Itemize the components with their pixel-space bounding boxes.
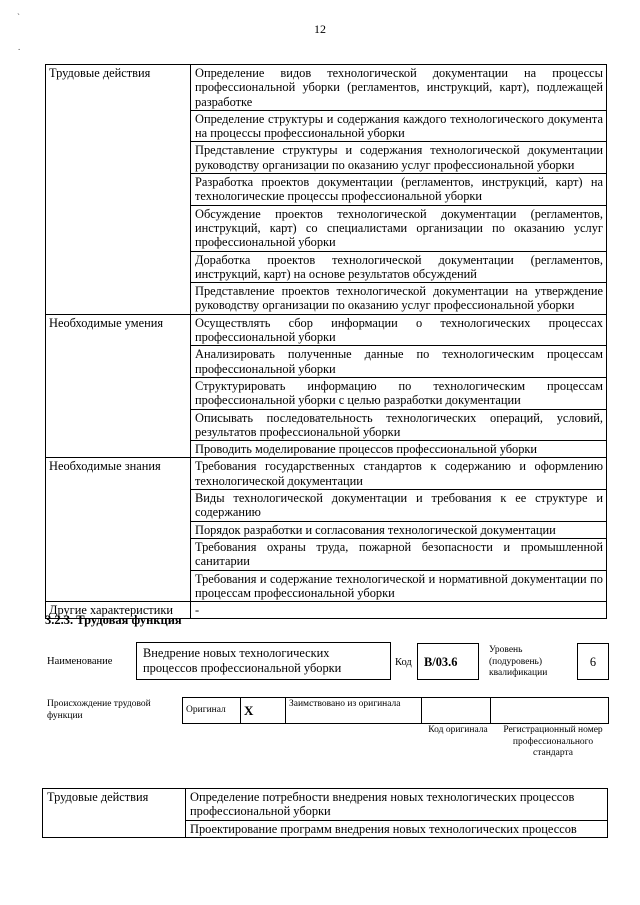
page-number: 12 xyxy=(314,22,326,36)
row-item: Разработка проектов документации (регламентов, инструкций, карт) на технологические процессы профессиональной уборки xyxy=(191,174,607,206)
origin-grid xyxy=(182,697,609,724)
level-label: Уровень (подуровень) квалификации xyxy=(489,645,548,678)
function-name-box xyxy=(136,642,391,680)
original-mark: X xyxy=(241,698,286,724)
row-header: Трудовые действия xyxy=(43,789,186,838)
code-original-label: Код оригинала xyxy=(428,725,488,735)
code-original-cell xyxy=(422,698,491,724)
row-header: Необходимые умения xyxy=(46,314,191,458)
row-item: Анализировать полученные данные по технологическим процессам профессиональной уборки xyxy=(191,346,607,378)
table-row xyxy=(43,789,608,821)
code-box xyxy=(417,643,479,680)
origin-label: Происхождение трудовой функции xyxy=(47,699,151,721)
table-row xyxy=(46,458,607,490)
row-header: Трудовые действия xyxy=(46,65,191,315)
row-item: Требования государственных стандартов к содержанию и оформлению технологической документации xyxy=(191,458,607,490)
row-item: Порядок разработки и согласования технологической документации xyxy=(191,521,607,538)
row-item: Определение потребности внедрения новых технологических процессов профессиональной уборки xyxy=(186,789,608,821)
row-item: Определение структуры и содержания каждого технологического документа на процессы профессиональной уборки xyxy=(191,110,607,142)
borrowed-label: Заимствовано из оригинала xyxy=(286,698,422,724)
row-item: Виды технологической документации и требования к ее структуре и содержанию xyxy=(191,490,607,522)
row-header: Другие характеристики xyxy=(46,602,191,619)
reg-number-label: Регистрационный номер профессионального стандарта xyxy=(503,725,603,758)
row-item: Структурировать информацию по технологическим процессам профессиональной уборки с целью разработки документации xyxy=(191,377,607,409)
row-item: Требования охраны труда, пожарной безопасности и промышленной санитарии xyxy=(191,538,607,570)
row-item: Доработка проектов технологической документации (регламентов, инструкций, карт) на основе результатов обсуждений xyxy=(191,251,607,283)
name-label: Наименование xyxy=(47,656,113,667)
row-item: Представление проектов технологической документации на утверждение руководству организации по оказанию услуг профессиональной уборки xyxy=(191,283,607,315)
row-item: - xyxy=(191,602,607,619)
code-value: B/03.6 xyxy=(424,655,458,669)
competency-table xyxy=(45,64,607,619)
row-item: Обсуждение проектов технологической документации (регламентов, инструкций, карт) со специалистами организации по оказанию услуг профессиональной уборки xyxy=(191,205,607,251)
row-item: Требования и содержание технологической и нормативной документации по процессам профессиональной уборки xyxy=(191,570,607,602)
row-item: Определение видов технологической документации на процессы профессиональной уборки (регламентов, инструкций, карт), подлежащей разработке xyxy=(191,65,607,111)
level-box xyxy=(577,643,609,680)
code-label: Код xyxy=(395,657,412,668)
row-item: Проектирование программ внедрения новых технологических процессов xyxy=(186,820,608,837)
table-row xyxy=(46,314,607,346)
row-item: Проводить моделирование процессов профессиональной уборки xyxy=(191,441,607,458)
row-item: Представление структуры и содержания технологической документации руководству организации по оказанию услуг профессиональной уборки xyxy=(191,142,607,174)
level-value: 6 xyxy=(589,655,597,669)
row-item: Описывать последовательность технологических операций, условий, результатов профессиональной уборки xyxy=(191,409,607,441)
scan-speck: . xyxy=(18,42,21,52)
original-label: Оригинал xyxy=(183,698,241,724)
row-header: Необходимые знания xyxy=(46,458,191,602)
scan-speck: ` xyxy=(17,12,20,22)
function-name: Внедрение новых технологических процессов профессиональной уборки xyxy=(143,646,342,675)
reg-number-cell xyxy=(491,698,609,724)
section-title: 3.2.3. Трудовая функция xyxy=(45,613,182,627)
row-item: Осуществлять сбор информации о технологических процессах профессиональной уборки xyxy=(191,314,607,346)
labor-actions-table xyxy=(42,788,608,838)
table-row xyxy=(46,65,607,111)
